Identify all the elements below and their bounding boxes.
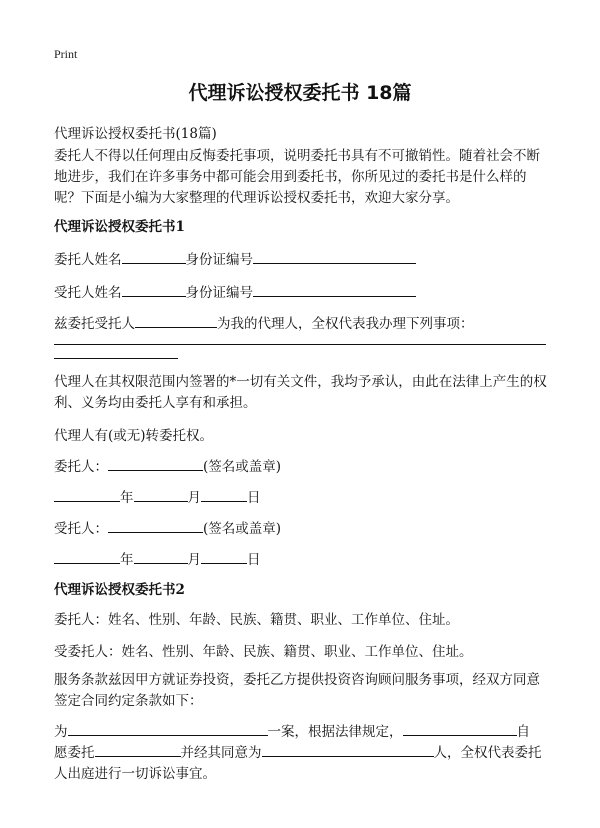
- principal-name-row: [54, 248, 416, 268]
- agent-label: 受托人：: [54, 521, 108, 537]
- agent-signature-row: [54, 517, 281, 537]
- month-blank[interactable]: [134, 487, 188, 502]
- appointment-prefix: 兹委托受托人: [54, 316, 135, 332]
- agent-name-blank[interactable]: [122, 282, 186, 297]
- day-label: 日: [247, 552, 261, 568]
- day-label: 日: [247, 490, 261, 506]
- delegate-row: [54, 741, 542, 761]
- section-2-heading: 代理诉讼授权委托书2: [54, 582, 185, 598]
- agent-name-row: [54, 281, 416, 301]
- intro-paragraph: 委托人不得以任何理由反悔委托事项，说明委托书具有不可撤销性。随着社会不断地进步，我们在许多事务中都可能会用到委托书，你所见过的委托书是什么样的呢？下面是小编为大家整理的代理诉讼授权委托书，欢迎大家分享。: [54, 148, 540, 206]
- agent-id-label: 身份证编号: [185, 285, 253, 301]
- case-row: [54, 720, 530, 740]
- delegate-blank[interactable]: [95, 742, 181, 757]
- agent-info-line: 受委托人：姓名、性别、年龄、民族、籍贯、职业、工作单位、住址。: [54, 644, 473, 660]
- agent-id-blank[interactable]: [253, 282, 416, 297]
- year-label: 年: [120, 490, 134, 506]
- case-blank[interactable]: [68, 721, 268, 736]
- willing-label: 愿委托: [54, 745, 95, 761]
- day-blank[interactable]: [201, 549, 247, 564]
- month-label: 月: [187, 490, 201, 506]
- law-blank[interactable]: [403, 721, 517, 736]
- case-text: 一案，根据法律规定，: [267, 724, 403, 740]
- agent-sign-note: (签名或盖章): [203, 521, 282, 537]
- principal-name-blank[interactable]: [122, 249, 186, 264]
- appointment-suffix: 为我的代理人，全权代表我办理下列事项：: [217, 316, 474, 332]
- month-blank[interactable]: [134, 549, 188, 564]
- for-label: 为: [54, 724, 68, 740]
- document-subtitle: 代理诉讼授权委托书(18篇): [54, 126, 217, 142]
- day-blank[interactable]: [201, 487, 247, 502]
- self-label: 自: [516, 724, 530, 740]
- subdelegation-text: 代理人有(或无)转委托权。: [54, 428, 214, 444]
- agent-date-row: [54, 548, 261, 568]
- principal-sign-note: (签名或盖章): [203, 459, 282, 475]
- print-link[interactable]: Print: [54, 47, 78, 61]
- final-line: 人出庭进行一切诉讼事宜。: [54, 766, 216, 782]
- year-label: 年: [120, 552, 134, 568]
- section-1-heading: 代理诉讼授权委托书1: [54, 219, 185, 235]
- consent-label: 并经其同意为: [180, 745, 262, 761]
- principal-signature-row: [54, 455, 281, 475]
- role-blank[interactable]: [262, 742, 434, 757]
- id-number-label: 身份证编号: [185, 252, 253, 268]
- person-text: 人，全权代表委托: [433, 745, 542, 761]
- principal-info-line: 委托人：姓名、性别、年龄、民族、籍贯、职业、工作单位、住址。: [54, 612, 459, 628]
- principal-signature-blank[interactable]: [108, 456, 203, 471]
- principal-date-row: [54, 486, 261, 506]
- month-label: 月: [187, 552, 201, 568]
- authority-paragraph: 代理人在其权限范围内签署的*一切有关文件，我均予承认，由此在法律上产生的权利、义务均由委托人享有和承担。: [54, 374, 547, 411]
- principal-label: 委托人：: [54, 459, 108, 475]
- agent-name-label: 受托人姓名: [54, 285, 122, 301]
- appointee-blank[interactable]: [135, 313, 217, 328]
- matters-line-2[interactable]: [54, 358, 178, 359]
- terms-paragraph: 服务条款兹因甲方就证券投资，委托乙方提供投资咨询顾问服务事项，经双方同意签定合同约定条款如下：: [54, 672, 540, 709]
- year-blank[interactable]: [54, 549, 120, 564]
- appointment-row: [54, 312, 474, 332]
- year-blank[interactable]: [54, 487, 120, 502]
- document-title: 代理诉讼授权委托书 18篇: [188, 82, 412, 104]
- principal-name-label: 委托人姓名: [54, 252, 122, 268]
- matters-line-1[interactable]: [54, 344, 546, 345]
- agent-signature-blank[interactable]: [108, 518, 203, 533]
- principal-id-blank[interactable]: [253, 249, 416, 264]
